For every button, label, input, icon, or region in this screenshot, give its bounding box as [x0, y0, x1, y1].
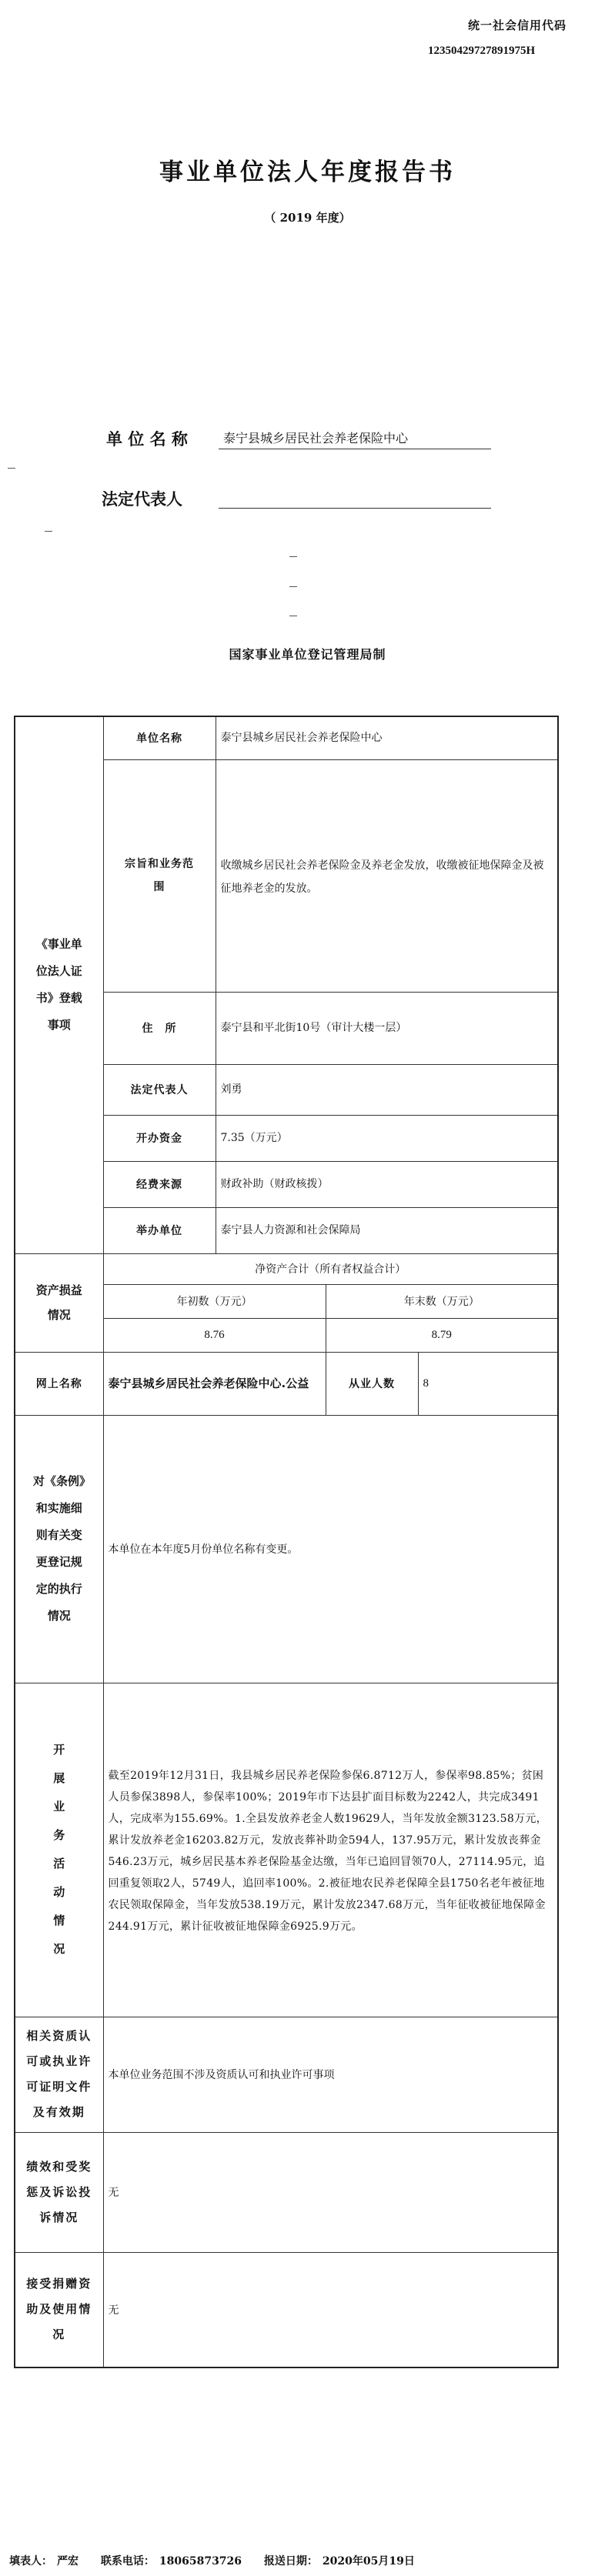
license-label: 相关资质认可或执业许可证明文件及有效期 [15, 2017, 103, 2132]
margin-mark [8, 468, 15, 469]
begin-value: 8.76 [103, 1318, 326, 1352]
cert-section-label: 《事业单位法人证书》登载事项 [15, 716, 103, 1253]
regulation-value: 本单位在本年度5月份单位名称有变更。 [103, 1415, 558, 1683]
capital-row-label: 开办资金 [103, 1115, 216, 1161]
unit-name-label: 单 位 名 称 [106, 430, 188, 449]
purpose-row-value: 收缴城乡居民社会养老保险金及养老金发放，收缴被征地保障金及被征地养老金的发放。 [216, 759, 558, 992]
performance-value: 无 [103, 2132, 558, 2252]
purpose-row-label: 宗旨和业务范围 [103, 759, 216, 992]
issuer: 国家事业单位登记管理局制 [229, 647, 386, 662]
sponsor-row-label: 举办单位 [103, 1207, 216, 1253]
credit-code: 12350429727891975H [428, 45, 536, 57]
end-value-label: 年末数（万元） [326, 1284, 558, 1318]
funding-row-value: 财政补助（财政核拨） [216, 1161, 558, 1207]
net-assets-header: 净资产合计（所有者权益合计） [103, 1253, 558, 1284]
unit-name-value: 泰宁县城乡居民社会养老保险中心 [223, 431, 409, 445]
phone-value: 18065873726 [159, 2555, 242, 2568]
activities-value: 截至2019年12月31日，我县城乡居民养老保险参保6.8712万人，参保率98.85%；贫困人员参保3898人，参保率100%；2019年市下达县扩面目标数为2242人，共完成3491人，完成率为155.69%。1.全县发放养老金人数19629人，当年发放金额3123.58万元，累计发放养老金16203.82万元，发放丧葬补助金594人，137.95万元，累计发放丧葬金546.23万元，城乡居民基本养老保险基金达缴，当年已追回冒领70人，27114.95元，追回重复领取2人，5749人，追回率100%。2.被征地农民养老保障全县1750名老年被征地农民领取保障金，当年发放538.19万元，累计发放2347.68万元，当年征收被征地保障金244.91万元，累计征收被征地保障金6925.9万元。 [103, 1683, 558, 2017]
filler-label: 填表人： [9, 2555, 52, 2568]
donation-value: 无 [103, 2252, 558, 2367]
document-title: 事业单位法人年度报告书 [159, 158, 456, 186]
address-row-label: 住 所 [103, 992, 216, 1064]
end-value: 8.79 [326, 1318, 558, 1352]
license-value: 本单位业务范围不涉及资质认可和执业许可事项 [103, 2017, 558, 2132]
staff-label: 从业人数 [326, 1352, 418, 1415]
assets-section-label: 资产损益情况 [15, 1253, 103, 1352]
margin-mark [45, 531, 52, 532]
margin-mark [289, 586, 297, 587]
legal-rep-label: 法定代表人 [102, 490, 182, 509]
staff-value: 8 [418, 1352, 558, 1415]
funding-row-label: 经费来源 [103, 1161, 216, 1207]
legal-rep-row-value: 刘勇 [216, 1064, 558, 1115]
activities-label: 开展业务活动情况 [15, 1683, 103, 2017]
phone-label: 联系电话： [100, 2555, 155, 2568]
capital-row-value: 7.35（万元） [216, 1115, 558, 1161]
regulation-label: 对《条例》和实施细则有关变更登记规定的执行情况 [15, 1415, 103, 1683]
date-value: 2020年05月19日 [322, 2555, 415, 2568]
web-name-value: 泰宁县城乡居民社会养老保险中心.公益 [103, 1352, 326, 1415]
date-label: 报送日期： [263, 2555, 318, 2568]
begin-value-label: 年初数（万元） [103, 1284, 326, 1318]
footer [9, 2553, 419, 2568]
report-year: （ 2019 年度） [264, 211, 351, 225]
margin-mark [289, 556, 297, 557]
legal-rep-underline [219, 508, 491, 509]
credit-code-label: 统一社会信用代码 [468, 18, 567, 32]
legal-rep-row-label: 法定代表人 [103, 1064, 216, 1115]
donation-label: 接受捐赠资助及使用情况 [15, 2252, 103, 2367]
annual-report-table [14, 716, 559, 2368]
unit-name-row-value: 泰宁县城乡居民社会养老保险中心 [216, 716, 558, 759]
performance-label: 绩效和受奖惩及诉讼投诉情况 [15, 2132, 103, 2252]
unit-name-row-label: 单位名称 [103, 716, 216, 759]
web-name-label: 网上名称 [15, 1352, 103, 1415]
address-row-value: 泰宁县和平北街10号（审计大楼一层） [216, 992, 558, 1064]
sponsor-row-value: 泰宁县人力资源和社会保障局 [216, 1207, 558, 1253]
filler-value: 严宏 [57, 2555, 79, 2568]
